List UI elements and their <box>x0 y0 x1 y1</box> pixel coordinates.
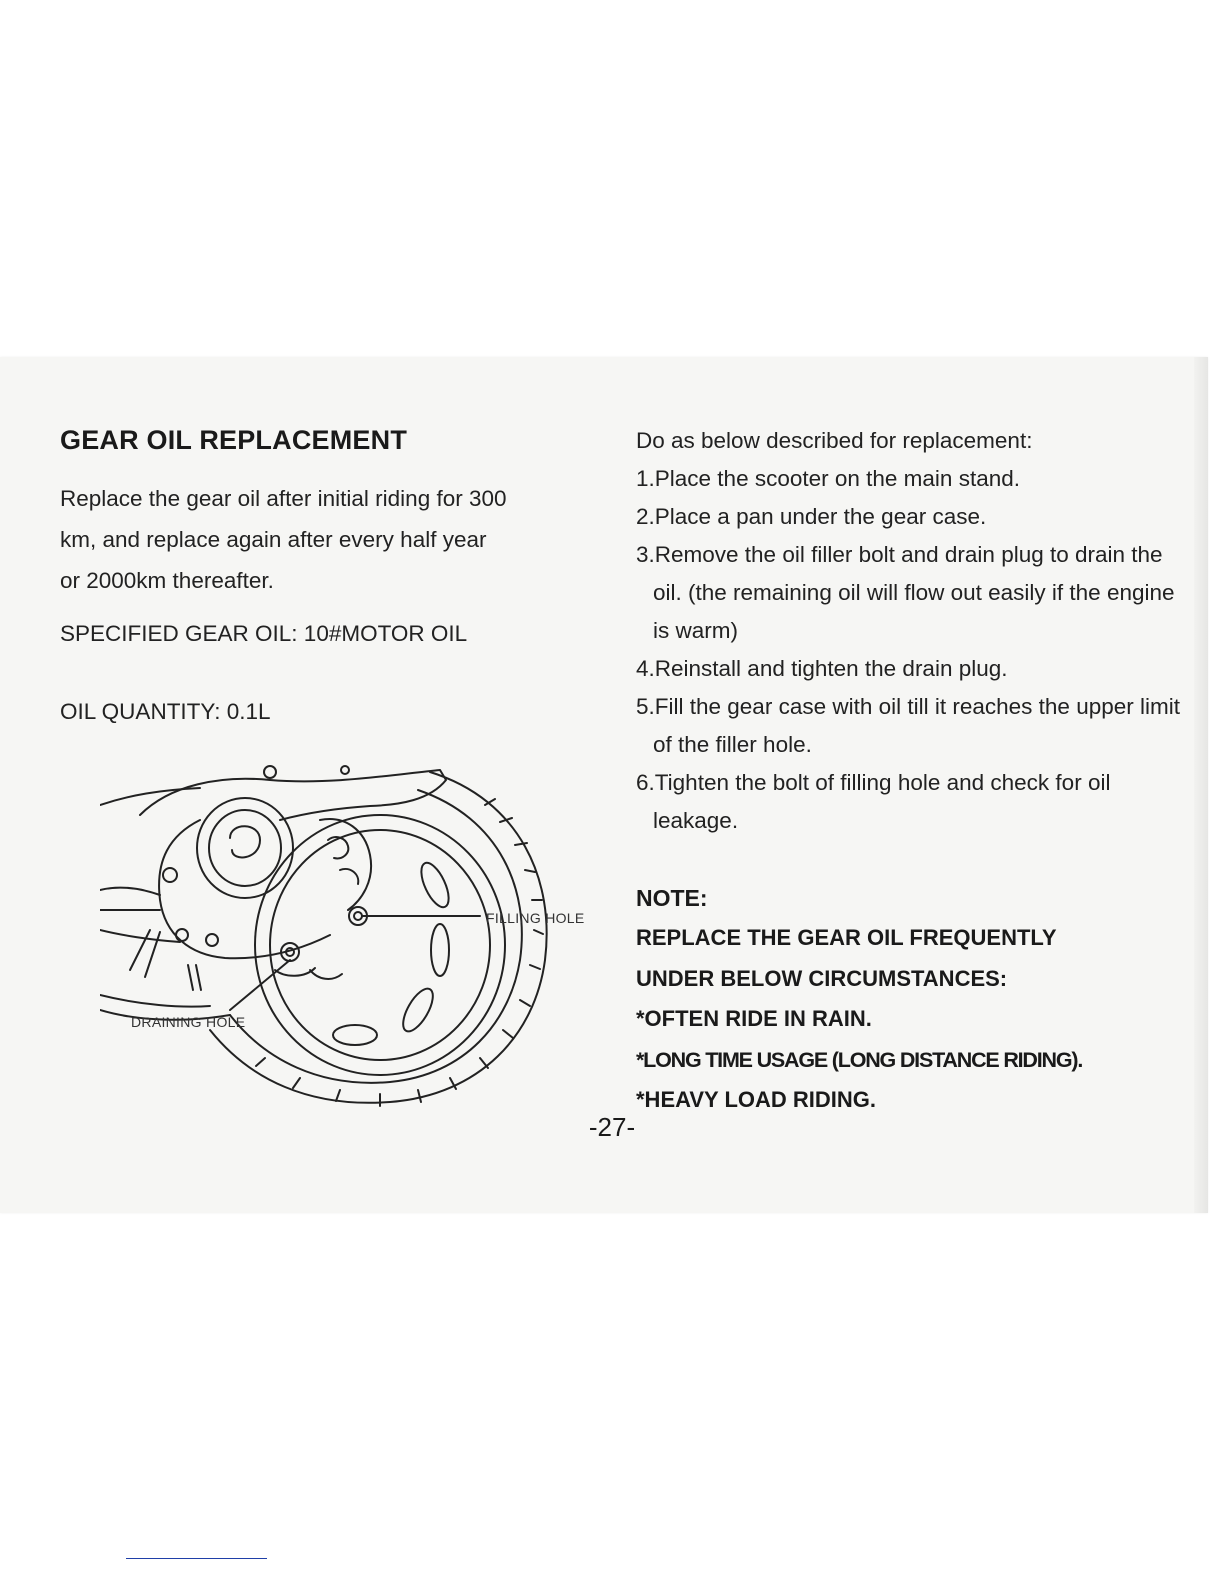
procedure-step: 4.Reinstall and tighten the drain plug. <box>636 656 1008 681</box>
intro-paragraph <box>60 478 600 601</box>
note-block <box>636 878 1196 1121</box>
section-title: GEAR OIL REPLACEMENT <box>60 425 408 455</box>
procedure-step: 3.Remove the oil filler bolt and drain plug to drain the oil. (the remaining oil will flow out easily if the engine is warm) <box>636 542 1175 643</box>
note-line: *HEAVY LOAD RIDING. <box>636 1087 876 1112</box>
left-column <box>60 425 600 725</box>
oil-quantity: OIL QUANTITY: 0.1L <box>60 699 271 724</box>
note-line: REPLACE THE GEAR OIL FREQUENTLY <box>636 925 1057 950</box>
gear-case-drawing <box>100 760 620 1115</box>
note-line: *OFTEN RIDE IN RAIN. <box>636 1006 872 1031</box>
filling-hole-label: FILLING HOLE <box>486 910 585 926</box>
footer-link-underline <box>126 1558 267 1559</box>
note-line: *LONG TIME USAGE (LONG DISTANCE RIDING). <box>636 1047 1083 1072</box>
specified-gear-oil: SPECIFIED GEAR OIL: 10#MOTOR OIL <box>60 621 468 646</box>
paragraph-line: Replace the gear oil after initial riding for 300 <box>60 486 507 511</box>
procedure-step: 1.Place the scooter on the main stand. <box>636 466 1020 491</box>
note-title: NOTE: <box>636 885 708 911</box>
draining-hole-label: DRAINING HOLE <box>131 1014 246 1030</box>
procedure-intro: Do as below described for replacement: <box>636 428 1033 453</box>
page-edge-shadow <box>1194 357 1208 1213</box>
procedure-step: 6.Tighten the bolt of filling hole and check for oil leakage. <box>636 770 1111 833</box>
page-number: -27- <box>588 1112 636 1142</box>
procedure-steps <box>636 460 1196 840</box>
right-column <box>636 422 1196 1121</box>
gear-case-illustration <box>100 760 620 1115</box>
paragraph-line: or 2000km thereafter. <box>60 568 274 593</box>
procedure-step: 2.Place a pan under the gear case. <box>636 504 987 529</box>
procedure-step: 5.Fill the gear case with oil till it reaches the upper limit of the filler hole. <box>636 694 1180 757</box>
note-line: UNDER BELOW CIRCUMSTANCES: <box>636 965 1008 991</box>
paragraph-line: km, and replace again after every half year <box>60 527 487 552</box>
